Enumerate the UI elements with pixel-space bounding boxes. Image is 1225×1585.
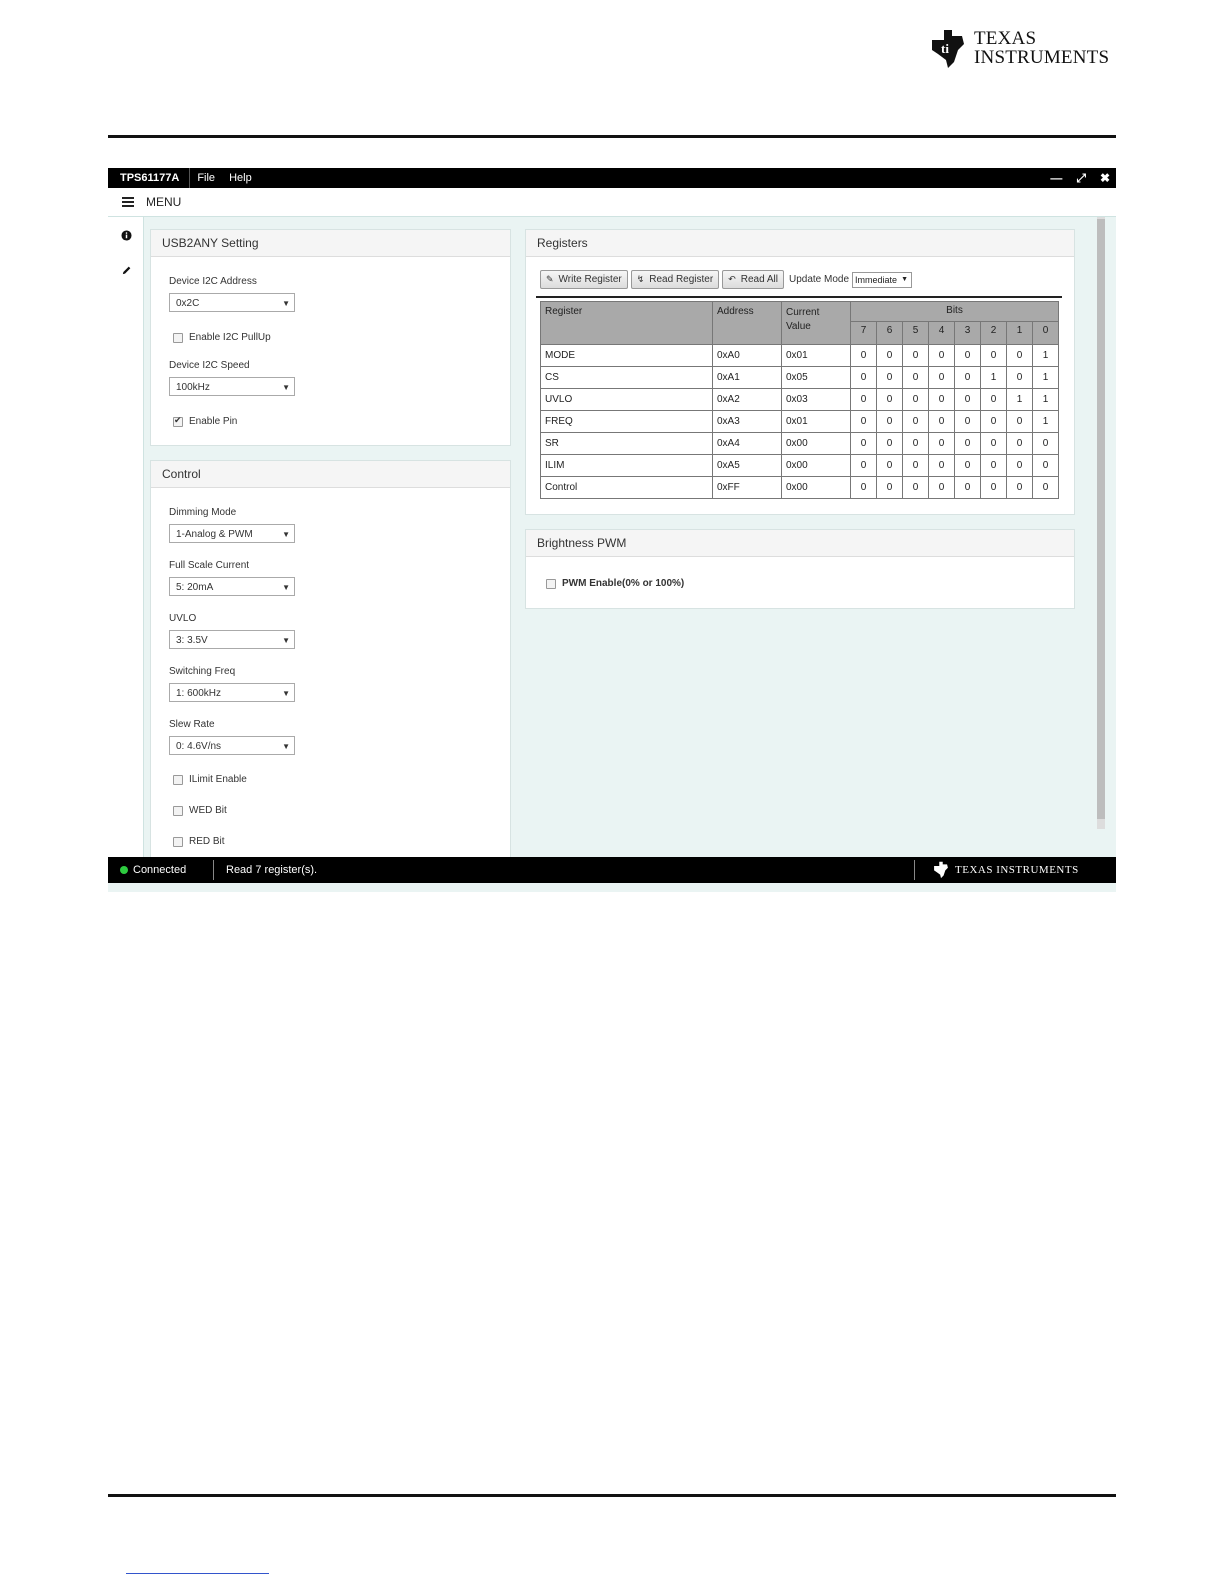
register-bit-cell[interactable]: 0 — [1007, 477, 1033, 499]
i2c-speed-label: Device I2C Speed — [169, 360, 250, 371]
register-bit-cell[interactable]: 0 — [981, 345, 1007, 367]
register-row[interactable] — [541, 389, 1059, 411]
register-bit-cell[interactable]: 0 — [851, 367, 877, 389]
register-bit-cell[interactable]: 0 — [903, 411, 929, 433]
close-icon[interactable]: ✖ — [1099, 171, 1110, 185]
menu-bar — [108, 188, 1116, 217]
ti-logo — [928, 24, 1116, 72]
register-value-cell: 0x03 — [782, 389, 851, 411]
bit-header: 0 — [1033, 322, 1059, 345]
register-name-cell: SR — [541, 433, 713, 455]
col-current-value: Current Value — [782, 302, 851, 345]
register-bit-cell[interactable]: 1 — [1033, 411, 1059, 433]
register-bit-cell[interactable]: 0 — [981, 411, 1007, 433]
switching-freq-label: Switching Freq — [169, 666, 236, 677]
register-bit-cell[interactable]: 0 — [1033, 433, 1059, 455]
i2c-speed-value: 100kHz — [176, 382, 210, 393]
wed-bit-checkbox-row[interactable] — [173, 805, 227, 816]
connected-indicator-icon — [120, 866, 128, 874]
bit-header: 3 — [955, 322, 981, 345]
register-bit-cell[interactable]: 0 — [1007, 411, 1033, 433]
switching-freq-select[interactable] — [169, 683, 295, 702]
ilimit-enable-checkbox[interactable] — [173, 775, 183, 785]
bit-header: 5 — [903, 322, 929, 345]
register-bit-cell[interactable]: 0 — [955, 455, 981, 477]
registers-toolbar — [540, 270, 912, 289]
register-bit-cell[interactable]: 0 — [877, 455, 903, 477]
register-name-cell: FREQ — [541, 411, 713, 433]
register-bit-cell[interactable]: 0 — [1033, 455, 1059, 477]
register-value-cell: 0x01 — [782, 345, 851, 367]
caret-down-icon: ▼ — [282, 530, 290, 539]
footer-link[interactable] — [126, 1573, 269, 1574]
app-title: TPS61177A — [108, 168, 190, 188]
red-bit-label: RED Bit — [189, 836, 225, 847]
main-scrollbar[interactable] — [1097, 217, 1105, 829]
ilimit-enable-checkbox-row[interactable] — [173, 774, 247, 785]
dimming-mode-label: Dimming Mode — [169, 507, 237, 518]
bit-header: 2 — [981, 322, 1007, 345]
register-name-cell: ILIM — [541, 455, 713, 477]
read-register-button[interactable] — [631, 270, 719, 289]
slew-rate-label: Slew Rate — [169, 719, 215, 730]
register-address-cell: 0xFF — [713, 477, 782, 499]
register-bit-cell[interactable]: 0 — [851, 455, 877, 477]
bit-header: 4 — [929, 322, 955, 345]
register-bit-cell[interactable]: 0 — [903, 477, 929, 499]
ti-logo-line1: TEXAS — [974, 28, 1037, 49]
control-title: Control — [151, 461, 510, 488]
write-register-label: Write Register — [558, 274, 622, 285]
control-panel — [150, 460, 511, 882]
minimize-icon[interactable]: — — [1050, 171, 1063, 185]
register-bit-cell[interactable]: 0 — [851, 433, 877, 455]
bolt-icon: ↯ — [636, 274, 645, 284]
register-bit-cell[interactable]: 0 — [851, 345, 877, 367]
register-row[interactable] — [541, 433, 1059, 455]
ti-logo-icon — [928, 26, 968, 70]
register-bit-cell[interactable]: 1 — [1033, 345, 1059, 367]
read-register-label: Read Register — [649, 274, 714, 285]
pullup-label: Enable I2C PullUp — [189, 332, 271, 343]
brightness-panel — [525, 529, 1075, 609]
enable-pin-checkbox-row[interactable] — [173, 416, 237, 427]
register-table — [540, 301, 1059, 499]
register-bit-cell[interactable]: 0 — [929, 345, 955, 367]
register-bit-cell[interactable]: 0 — [929, 477, 955, 499]
register-row[interactable] — [541, 367, 1059, 389]
register-bit-cell[interactable]: 0 — [851, 411, 877, 433]
register-bit-cell[interactable]: 0 — [903, 389, 929, 411]
i2c-address-value: 0x2C — [176, 298, 200, 309]
toolbar-divider — [536, 296, 1062, 298]
usb2any-title: USB2ANY Setting — [151, 230, 510, 257]
register-bit-cell[interactable]: 0 — [877, 345, 903, 367]
register-bit-cell[interactable]: 0 — [981, 455, 1007, 477]
wed-bit-label: WED Bit — [189, 805, 227, 816]
register-bit-cell[interactable]: 0 — [929, 367, 955, 389]
register-name-cell: CS — [541, 367, 713, 389]
enable-pin-checkbox[interactable] — [173, 417, 183, 427]
register-value-cell: 0x00 — [782, 455, 851, 477]
full-scale-current-label: Full Scale Current — [169, 560, 250, 571]
register-bit-cell[interactable]: 0 — [981, 389, 1007, 411]
col-register: Register — [541, 302, 713, 345]
title-bar — [108, 168, 1116, 188]
red-bit-checkbox[interactable] — [173, 837, 183, 847]
info-icon[interactable] — [121, 230, 132, 241]
update-mode-select[interactable] — [852, 272, 912, 288]
register-bit-cell[interactable]: 0 — [1007, 455, 1033, 477]
wed-bit-checkbox[interactable] — [173, 806, 183, 816]
bit-header: 1 — [1007, 322, 1033, 345]
register-address-cell: 0xA0 — [713, 345, 782, 367]
register-bit-cell[interactable]: 0 — [903, 367, 929, 389]
register-bit-cell[interactable]: 0 — [955, 345, 981, 367]
bit-header: 6 — [877, 322, 903, 345]
register-bit-cell[interactable]: 0 — [929, 455, 955, 477]
register-bit-cell[interactable]: 1 — [1033, 367, 1059, 389]
register-bit-cell[interactable]: 0 — [981, 477, 1007, 499]
register-bit-cell[interactable]: 0 — [877, 389, 903, 411]
status-message: Read 7 register(s). — [226, 864, 318, 876]
reply-all-icon: ↶ — [728, 274, 736, 284]
i2c-address-label: Device I2C Address — [169, 276, 257, 287]
menu-label[interactable]: MENU — [146, 195, 182, 209]
caret-down-icon: ▼ — [282, 742, 290, 751]
write-register-button[interactable] — [540, 270, 628, 289]
pwm-enable-checkbox-row[interactable] — [546, 578, 684, 589]
register-bit-cell[interactable]: 0 — [929, 433, 955, 455]
bit-header: 7 — [851, 322, 877, 345]
full-scale-current-select[interactable] — [169, 577, 295, 596]
register-name-cell: UVLO — [541, 389, 713, 411]
register-bit-cell[interactable]: 1 — [1007, 389, 1033, 411]
register-bit-cell[interactable]: 0 — [1007, 367, 1033, 389]
slew-rate-select[interactable] — [169, 736, 295, 755]
register-address-cell: 0xA1 — [713, 367, 782, 389]
register-bit-cell[interactable]: 0 — [955, 411, 981, 433]
status-divider — [213, 860, 214, 880]
uvlo-select[interactable] — [169, 630, 295, 649]
register-row[interactable] — [541, 411, 1059, 433]
registers-panel — [525, 229, 1075, 515]
maximize-icon[interactable]: ⤢ — [1076, 170, 1086, 185]
pullup-checkbox-row[interactable] — [173, 332, 271, 343]
pwm-enable-label: PWM Enable(0% or 100%) — [562, 578, 685, 589]
col-bits: Bits — [851, 302, 1059, 322]
brightness-title: Brightness PWM — [526, 530, 1074, 557]
status-divider — [914, 860, 915, 880]
registers-title: Registers — [526, 230, 1074, 257]
switching-freq-value: 1: 600kHz — [176, 688, 222, 699]
register-address-cell: 0xA2 — [713, 389, 782, 411]
i2c-address-select[interactable] — [169, 293, 295, 312]
register-bit-cell[interactable]: 0 — [1007, 345, 1033, 367]
pwm-enable-checkbox[interactable] — [546, 579, 556, 589]
register-bit-cell[interactable]: 0 — [877, 411, 903, 433]
footer-rule — [108, 1494, 1116, 1497]
menu-file[interactable]: File — [197, 172, 216, 184]
update-mode-value: Immediate — [855, 274, 898, 285]
register-bit-cell[interactable]: 0 — [929, 411, 955, 433]
register-bit-cell[interactable]: 0 — [877, 477, 903, 499]
register-bit-cell[interactable]: 1 — [1033, 389, 1059, 411]
register-row[interactable] — [541, 345, 1059, 367]
ti-logo-line2: INSTRUMENTS — [974, 47, 1110, 68]
hamburger-icon[interactable] — [122, 197, 134, 207]
register-value-cell: 0x00 — [782, 433, 851, 455]
register-name-cell: Control — [541, 477, 713, 499]
register-row[interactable] — [541, 477, 1059, 499]
read-all-button[interactable] — [722, 270, 784, 289]
usb2any-panel — [150, 229, 511, 446]
red-bit-checkbox-row[interactable] — [173, 836, 225, 847]
register-bit-cell[interactable]: 1 — [981, 367, 1007, 389]
caret-down-icon: ▼ — [282, 383, 290, 392]
register-value-cell: 0x01 — [782, 411, 851, 433]
register-bit-cell[interactable]: 0 — [877, 367, 903, 389]
register-bit-cell[interactable]: 0 — [903, 345, 929, 367]
caret-down-icon: ▼ — [282, 583, 290, 592]
register-bit-cell[interactable]: 0 — [903, 433, 929, 455]
caret-down-icon: ▼ — [901, 275, 909, 283]
register-bit-cell[interactable]: 0 — [929, 389, 955, 411]
gui-window — [108, 168, 1116, 892]
scrollbar-thumb[interactable] — [1097, 219, 1105, 819]
ilimit-enable-label: ILimit Enable — [189, 774, 247, 785]
ti-logo-icon — [932, 860, 950, 879]
status-bar — [108, 857, 1116, 883]
uvlo-label: UVLO — [169, 613, 197, 624]
pullup-checkbox[interactable] — [173, 333, 183, 343]
register-bit-cell[interactable]: 0 — [903, 455, 929, 477]
caret-down-icon: ▼ — [282, 299, 290, 308]
caret-down-icon: ▼ — [282, 636, 290, 645]
register-value-cell: 0x00 — [782, 477, 851, 499]
status-ti-logo-text: TEXAS INSTRUMENTS — [955, 863, 1079, 876]
register-bit-cell[interactable]: 0 — [955, 389, 981, 411]
connection-status — [120, 857, 186, 883]
register-address-cell: 0xA4 — [713, 433, 782, 455]
uvlo-value: 3: 3.5V — [176, 635, 208, 646]
register-bit-cell[interactable]: 0 — [851, 389, 877, 411]
full-scale-current-value: 5: 20mA — [176, 582, 214, 593]
register-name-cell: MODE — [541, 345, 713, 367]
register-bit-cell[interactable]: 0 — [955, 367, 981, 389]
i2c-speed-select[interactable] — [169, 377, 295, 396]
status-ti-logo — [932, 860, 1079, 879]
register-row[interactable] — [541, 455, 1059, 477]
register-bit-cell[interactable]: 0 — [877, 433, 903, 455]
svg-text:ti: ti — [941, 41, 949, 56]
enable-pin-label: Enable Pin — [189, 416, 238, 427]
read-all-label: Read All — [740, 274, 778, 285]
menu-help[interactable]: Help — [229, 172, 252, 184]
dimming-mode-select[interactable] — [169, 524, 295, 543]
register-bit-cell[interactable]: 0 — [1007, 433, 1033, 455]
register-bit-cell[interactable]: 0 — [955, 433, 981, 455]
register-bit-cell[interactable]: 0 — [981, 433, 1007, 455]
caret-down-icon: ▼ — [282, 689, 290, 698]
header-rule — [108, 135, 1116, 138]
register-bit-cell[interactable]: 0 — [955, 477, 981, 499]
slew-rate-value: 0: 4.6V/ns — [176, 741, 222, 752]
pencil-icon: ✎ — [546, 274, 554, 284]
register-bit-cell[interactable]: 0 — [851, 477, 877, 499]
register-value-cell: 0x05 — [782, 367, 851, 389]
register-address-cell: 0xA3 — [713, 411, 782, 433]
register-address-cell: 0xA5 — [713, 455, 782, 477]
dimming-mode-value: 1-Analog & PWM — [176, 529, 253, 540]
register-bit-cell[interactable]: 0 — [1033, 477, 1059, 499]
pencil-icon[interactable] — [121, 265, 132, 276]
col-address: Address — [713, 302, 782, 345]
side-nav — [108, 217, 144, 865]
update-mode-label: Update Mode — [788, 274, 850, 285]
connection-label: Connected — [133, 864, 187, 876]
